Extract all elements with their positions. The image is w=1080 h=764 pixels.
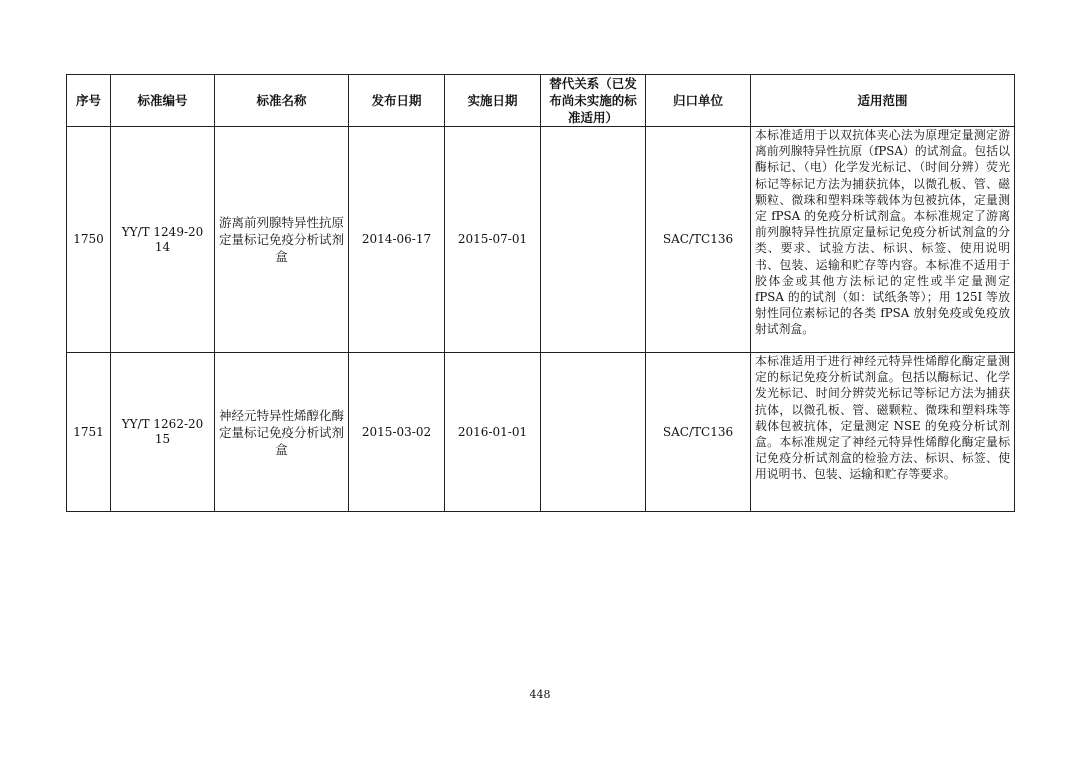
header-seq: 序号 [67, 75, 111, 127]
header-row [67, 75, 1015, 127]
cell-effective-date: 2015-07-01 [445, 127, 541, 353]
cell-seq: 1750 [67, 127, 111, 353]
standards-table [66, 74, 1015, 512]
cell-scope: 本标准适用于以双抗体夹心法为原理定量测定游离前列腺特异性抗原（fPSA）的试剂盒。包括以酶标记、（电）化学发光标记、（时间分辨）荧光标记等标记方法为捕获抗体，以微孔板、管、磁颗粒、微珠和塑料珠等载体为包被抗体，定量测定 fPSA 的免疫分析试剂盒。本标准规定了游离前列腺特异性抗原定量标记免疫分析试剂盒的分类、要求、试验方法、标识、标签、使用说明书、包装、运输和贮存等内容。本标准不适用于胶体金或其他方法标记的定性或半定量测定 fPSA 的的试剂（如：试纸条等）；用 125I 等放射性同位素标记的各类 fPSA 放射免疫或免疫放射试剂盒。 [751, 127, 1015, 353]
table-row [67, 353, 1015, 512]
page-number: 448 [529, 688, 551, 701]
cell-seq: 1751 [67, 353, 111, 512]
cell-publish-date: 2015-03-02 [349, 353, 445, 512]
header-replacement: 替代关系（已发布尚未实施的标准适用） [541, 75, 646, 127]
cell-authority: SAC/TC136 [646, 127, 751, 353]
header-scope: 适用范围 [751, 75, 1015, 127]
header-code: 标准编号 [111, 75, 215, 127]
cell-authority: SAC/TC136 [646, 353, 751, 512]
cell-code: YY/T 1249-2014 [111, 127, 215, 353]
cell-code: YY/T 1262-2015 [111, 353, 215, 512]
header-publish-date: 发布日期 [349, 75, 445, 127]
header-effective-date: 实施日期 [445, 75, 541, 127]
header-authority: 归口单位 [646, 75, 751, 127]
table-row [67, 127, 1015, 353]
cell-scope: 本标准适用于进行神经元特异性烯醇化酶定量测定的标记免疫分析试剂盒。包括以酶标记、化学发光标记、时间分辨荧光标记等标记方法为捕获抗体，以微孔板、管、磁颗粒、微珠和塑料珠等载体包被抗体，定量测定 NSE 的免疫分析试剂盒。本标准规定了神经元特异性烯醇化酶定量标记免疫分析试剂盒的检验方法、标识、标签、使用说明书、包装、运输和贮存等要求。 [751, 353, 1015, 512]
cell-replacement [541, 353, 646, 512]
cell-name: 神经元特异性烯醇化酶定量标记免疫分析试剂盒 [215, 353, 349, 512]
cell-replacement [541, 127, 646, 353]
cell-effective-date: 2016-01-01 [445, 353, 541, 512]
header-name: 标准名称 [215, 75, 349, 127]
cell-publish-date: 2014-06-17 [349, 127, 445, 353]
cell-name: 游离前列腺特异性抗原定量标记免疫分析试剂盒 [215, 127, 349, 353]
